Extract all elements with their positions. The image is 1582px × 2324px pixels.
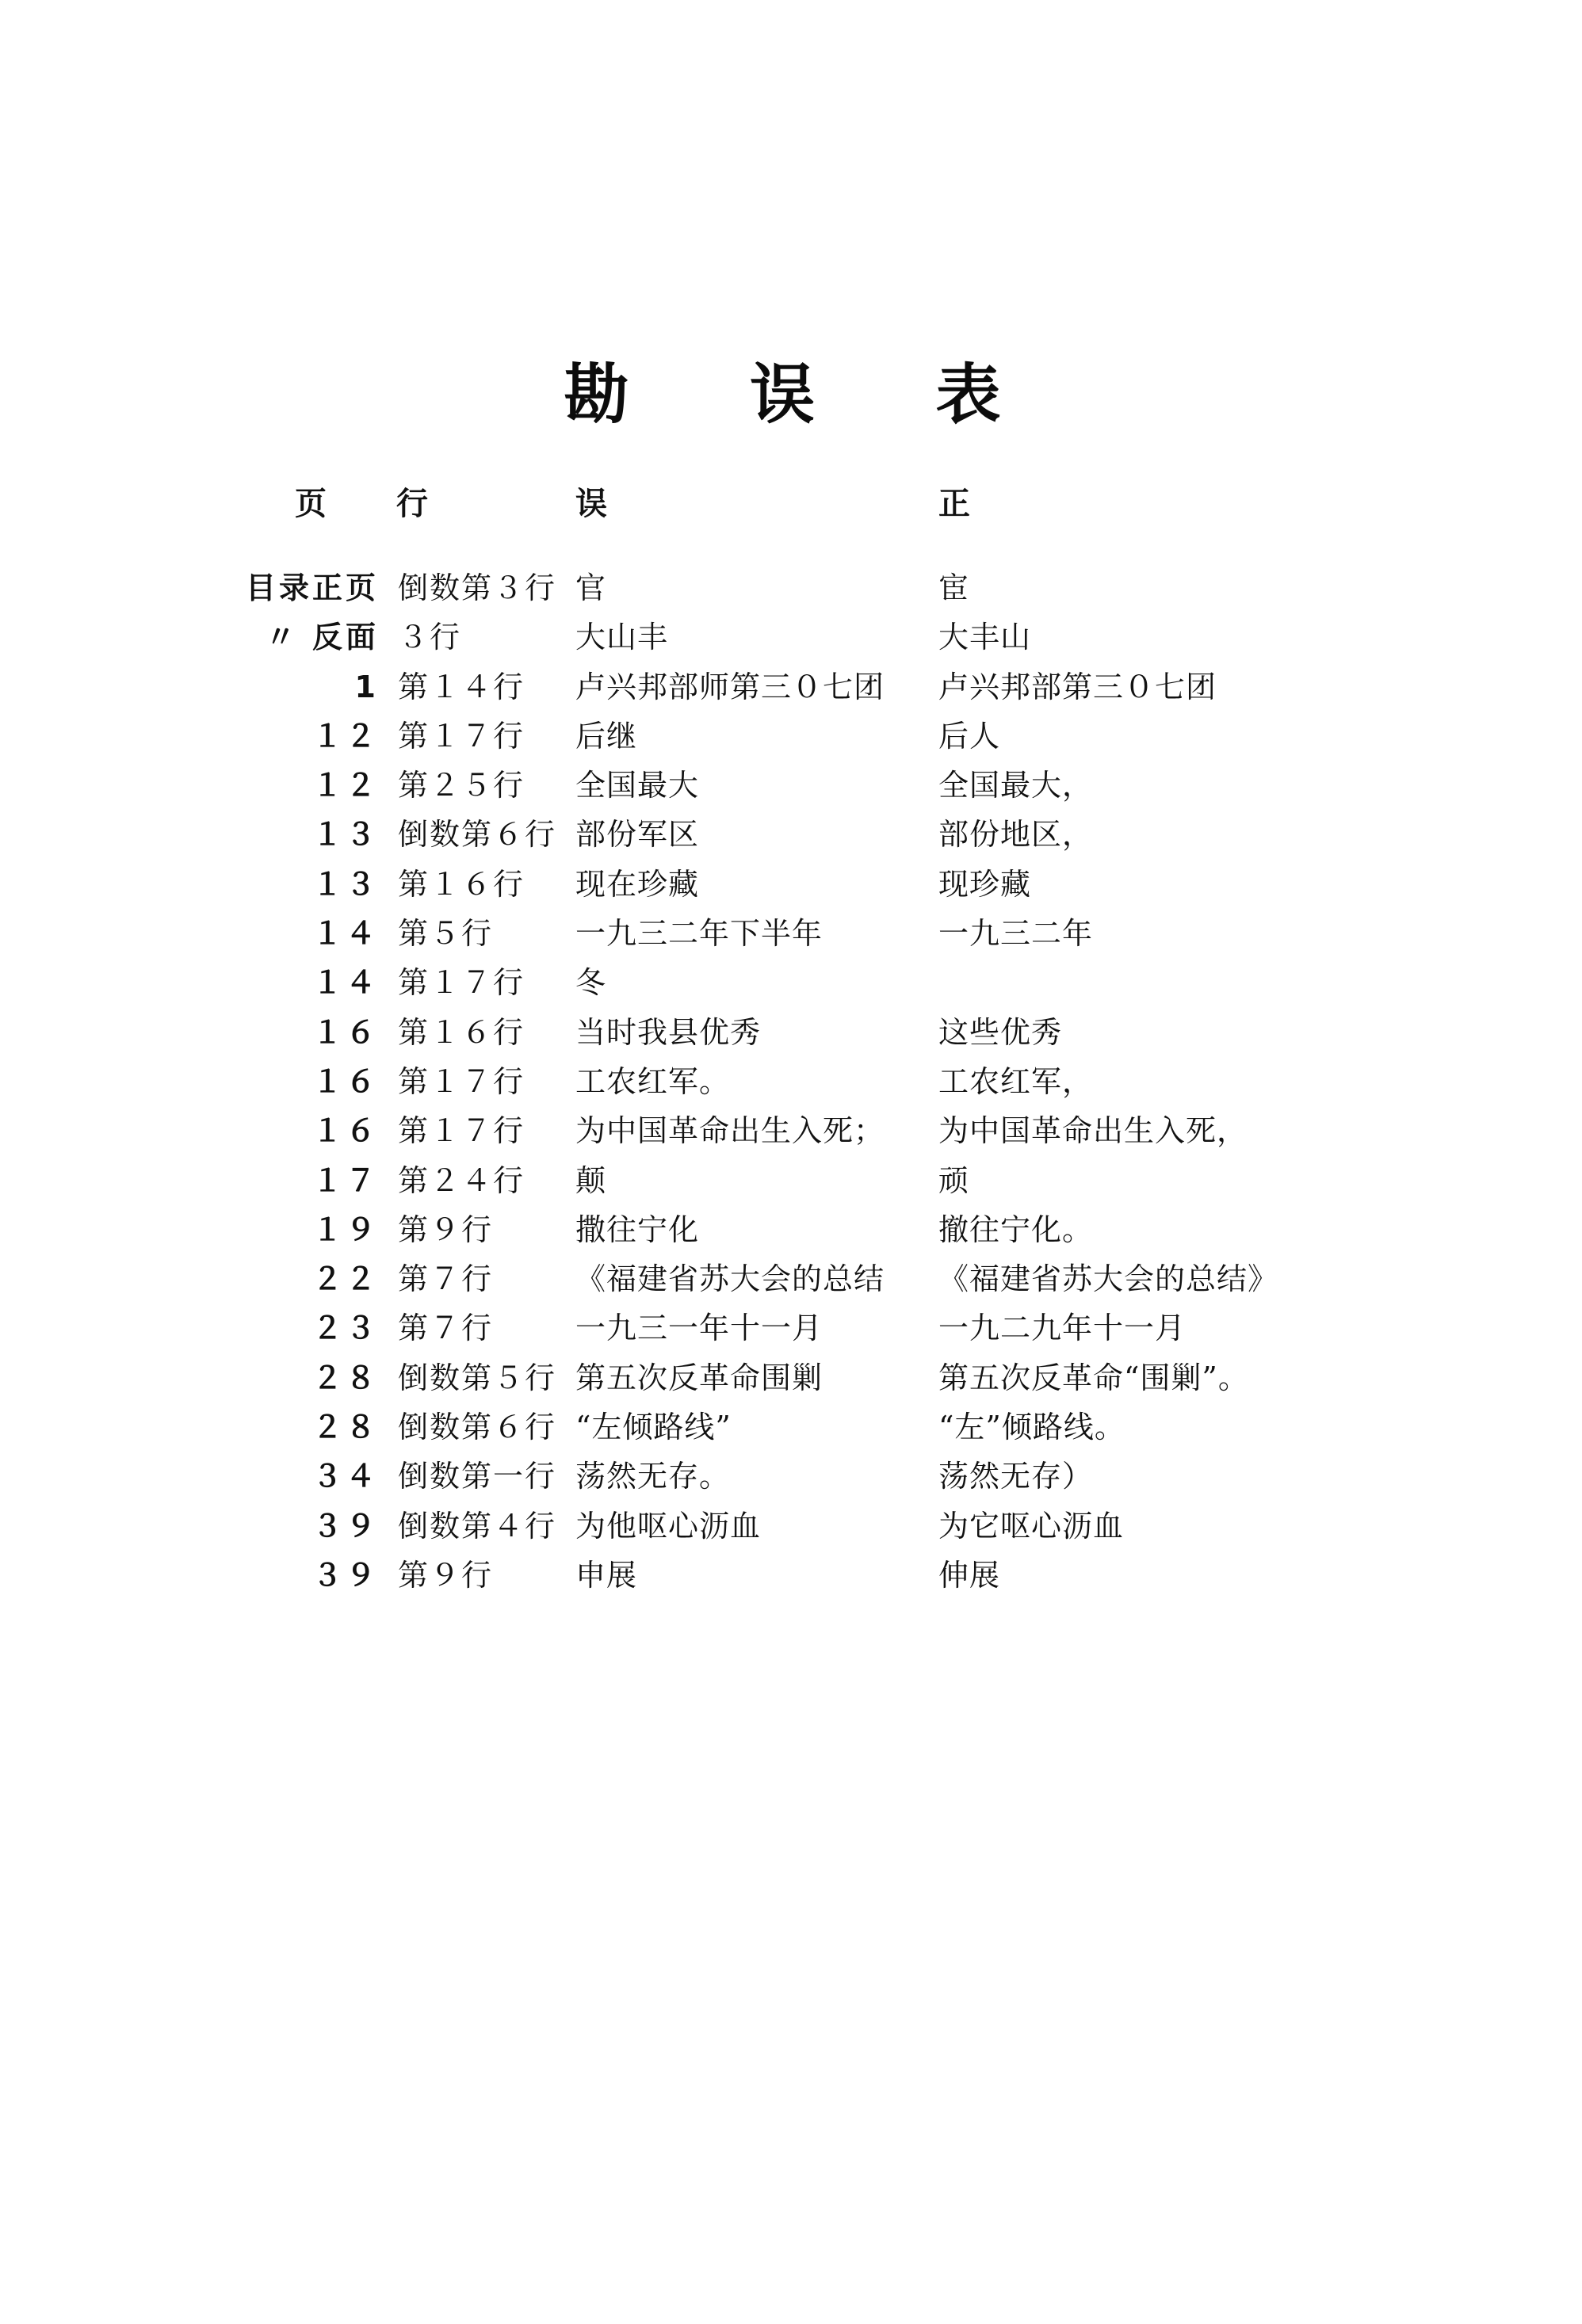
cell-right: 为中国革命出生入死， <box>938 1113 1248 1149</box>
table-row <box>0 663 1582 712</box>
table-row <box>0 811 1582 860</box>
errata-table <box>0 564 1582 1601</box>
cell-right: 这些优秀 <box>938 1014 1063 1050</box>
cell-page: ２２ <box>311 1261 379 1297</box>
table-row <box>0 1206 1582 1255</box>
cell-right: 伸展 <box>938 1557 1001 1593</box>
header-right: 正 <box>938 486 970 522</box>
cell-line: 第９行 <box>398 1557 494 1593</box>
cell-line: 第１６行 <box>398 866 525 902</box>
cell-wrong: “左倾路线” <box>575 1410 732 1445</box>
cell-line: 倒数第一行 <box>398 1459 557 1494</box>
cell-wrong: 大山丰 <box>575 620 669 655</box>
cell-line: 第１４行 <box>398 669 525 704</box>
cell-right: 现珍藏 <box>938 866 1032 902</box>
cell-line: 第１７行 <box>398 718 525 754</box>
cell-wrong: 颠 <box>575 1162 607 1198</box>
cell-line: 第７行 <box>398 1261 494 1297</box>
cell-wrong: 后继 <box>575 718 638 754</box>
cell-wrong: 一九三一年十一月 <box>575 1311 823 1346</box>
table-header <box>0 479 1582 526</box>
cell-line: 倒数第６行 <box>398 817 557 853</box>
table-row <box>0 959 1582 1008</box>
table-row <box>0 1354 1582 1403</box>
cell-line: 第７行 <box>398 1311 494 1346</box>
cell-wrong: 申展 <box>575 1557 638 1593</box>
cell-page: ２８ <box>311 1410 379 1445</box>
cell-line: 第１７行 <box>398 965 525 1001</box>
cell-page: 1 <box>354 669 379 704</box>
cell-wrong: 为中国革命出生入死； <box>575 1113 885 1149</box>
cell-right: 《福建省苏大会的总结》 <box>938 1261 1279 1297</box>
cell-wrong: 《福建省苏大会的总结 <box>575 1261 885 1297</box>
cell-wrong: 部份军区 <box>575 817 700 853</box>
cell-right: 一九二九年十一月 <box>938 1311 1186 1346</box>
table-row <box>0 1255 1582 1304</box>
cell-page: １２ <box>311 718 379 754</box>
cell-page: ３９ <box>311 1508 379 1544</box>
cell-page: ３４ <box>311 1459 379 1494</box>
cell-page: １３ <box>311 817 379 853</box>
cell-line: 第２５行 <box>398 768 525 803</box>
cell-page: １７ <box>311 1162 379 1198</box>
cell-wrong: 一九三二年下半年 <box>575 916 823 952</box>
table-row <box>0 1157 1582 1206</box>
cell-page: １６ <box>311 1063 379 1099</box>
cell-right: “左”倾路线。 <box>938 1410 1125 1445</box>
cell-page: ３９ <box>311 1557 379 1593</box>
table-row <box>0 613 1582 662</box>
cell-page: 目录正页 <box>245 571 379 605</box>
cell-right: 为它呕心沥血 <box>938 1508 1125 1544</box>
cell-right: 一九三二年 <box>938 916 1094 952</box>
cell-line: 第１７行 <box>398 1113 525 1149</box>
table-row <box>0 712 1582 761</box>
cell-wrong: 工农红军。 <box>575 1063 731 1099</box>
cell-line: 倒数第６行 <box>398 1410 557 1445</box>
cell-wrong: 当时我县优秀 <box>575 1014 762 1050</box>
cell-wrong: 官 <box>575 571 607 605</box>
cell-line: 第２４行 <box>398 1162 525 1198</box>
cell-line: 第１７行 <box>398 1063 525 1099</box>
table-row <box>0 910 1582 959</box>
cell-right: 撤往宁化。 <box>938 1212 1094 1247</box>
table-row <box>0 564 1582 613</box>
cell-wrong: 冬 <box>575 965 607 1001</box>
cell-page: １９ <box>311 1212 379 1247</box>
header-page: 页 <box>295 486 327 522</box>
cell-right: 部份地区， <box>938 817 1094 853</box>
cell-page: １４ <box>311 965 379 1001</box>
cell-line: 第９行 <box>398 1212 494 1247</box>
table-row <box>0 1551 1582 1601</box>
cell-wrong: 全国最大 <box>575 768 700 803</box>
cell-right: 后人 <box>938 718 1001 754</box>
cell-page: １３ <box>311 866 379 902</box>
cell-right: 宦 <box>938 571 970 605</box>
cell-line: 第１６行 <box>398 1014 525 1050</box>
cell-line: 倒数第４行 <box>398 1508 557 1544</box>
cell-right: 全国最大， <box>938 768 1094 803</box>
table-row <box>0 1452 1582 1502</box>
cell-right: 荡然无存） <box>938 1459 1094 1494</box>
cell-page: １６ <box>311 1113 379 1149</box>
cell-wrong: 卢兴邦部师第三０七团 <box>575 669 885 704</box>
table-row <box>0 1107 1582 1156</box>
cell-right: 大丰山 <box>938 620 1032 655</box>
table-row <box>0 1009 1582 1058</box>
header-line: 行 <box>396 486 428 522</box>
table-row <box>0 1304 1582 1353</box>
table-row <box>0 861 1582 910</box>
cell-page: １２ <box>311 768 379 803</box>
cell-wrong: 撒往宁化 <box>575 1212 700 1247</box>
table-row <box>0 761 1582 811</box>
cell-line: 倒数第３行 <box>398 571 557 605</box>
table-row <box>0 1403 1582 1452</box>
cell-page: ２８ <box>311 1360 379 1395</box>
cell-right: 工农红军， <box>938 1063 1094 1099</box>
cell-page: ２３ <box>311 1311 379 1346</box>
page-title: 勘 误 表 <box>564 357 1050 433</box>
cell-wrong: 荡然无存。 <box>575 1459 731 1494</box>
header-wrong: 误 <box>575 486 607 522</box>
cell-right: 第五次反革命“围剿”。 <box>938 1360 1249 1395</box>
cell-page: １４ <box>311 916 379 952</box>
cell-wrong: 第五次反革命围剿 <box>575 1360 823 1395</box>
cell-page: 〃 反面 <box>265 620 379 655</box>
cell-right: 顽 <box>938 1162 970 1198</box>
cell-page: １６ <box>311 1014 379 1050</box>
table-row <box>0 1502 1582 1551</box>
cell-wrong: 为他呕心沥血 <box>575 1508 762 1544</box>
cell-right: 卢兴邦部第三０七团 <box>938 669 1217 704</box>
cell-line: 第５行 <box>398 916 494 952</box>
cell-line: 倒数第５行 <box>398 1360 557 1395</box>
table-row <box>0 1058 1582 1107</box>
cell-line: ３行 <box>398 620 462 655</box>
cell-wrong: 现在珍藏 <box>575 866 700 902</box>
